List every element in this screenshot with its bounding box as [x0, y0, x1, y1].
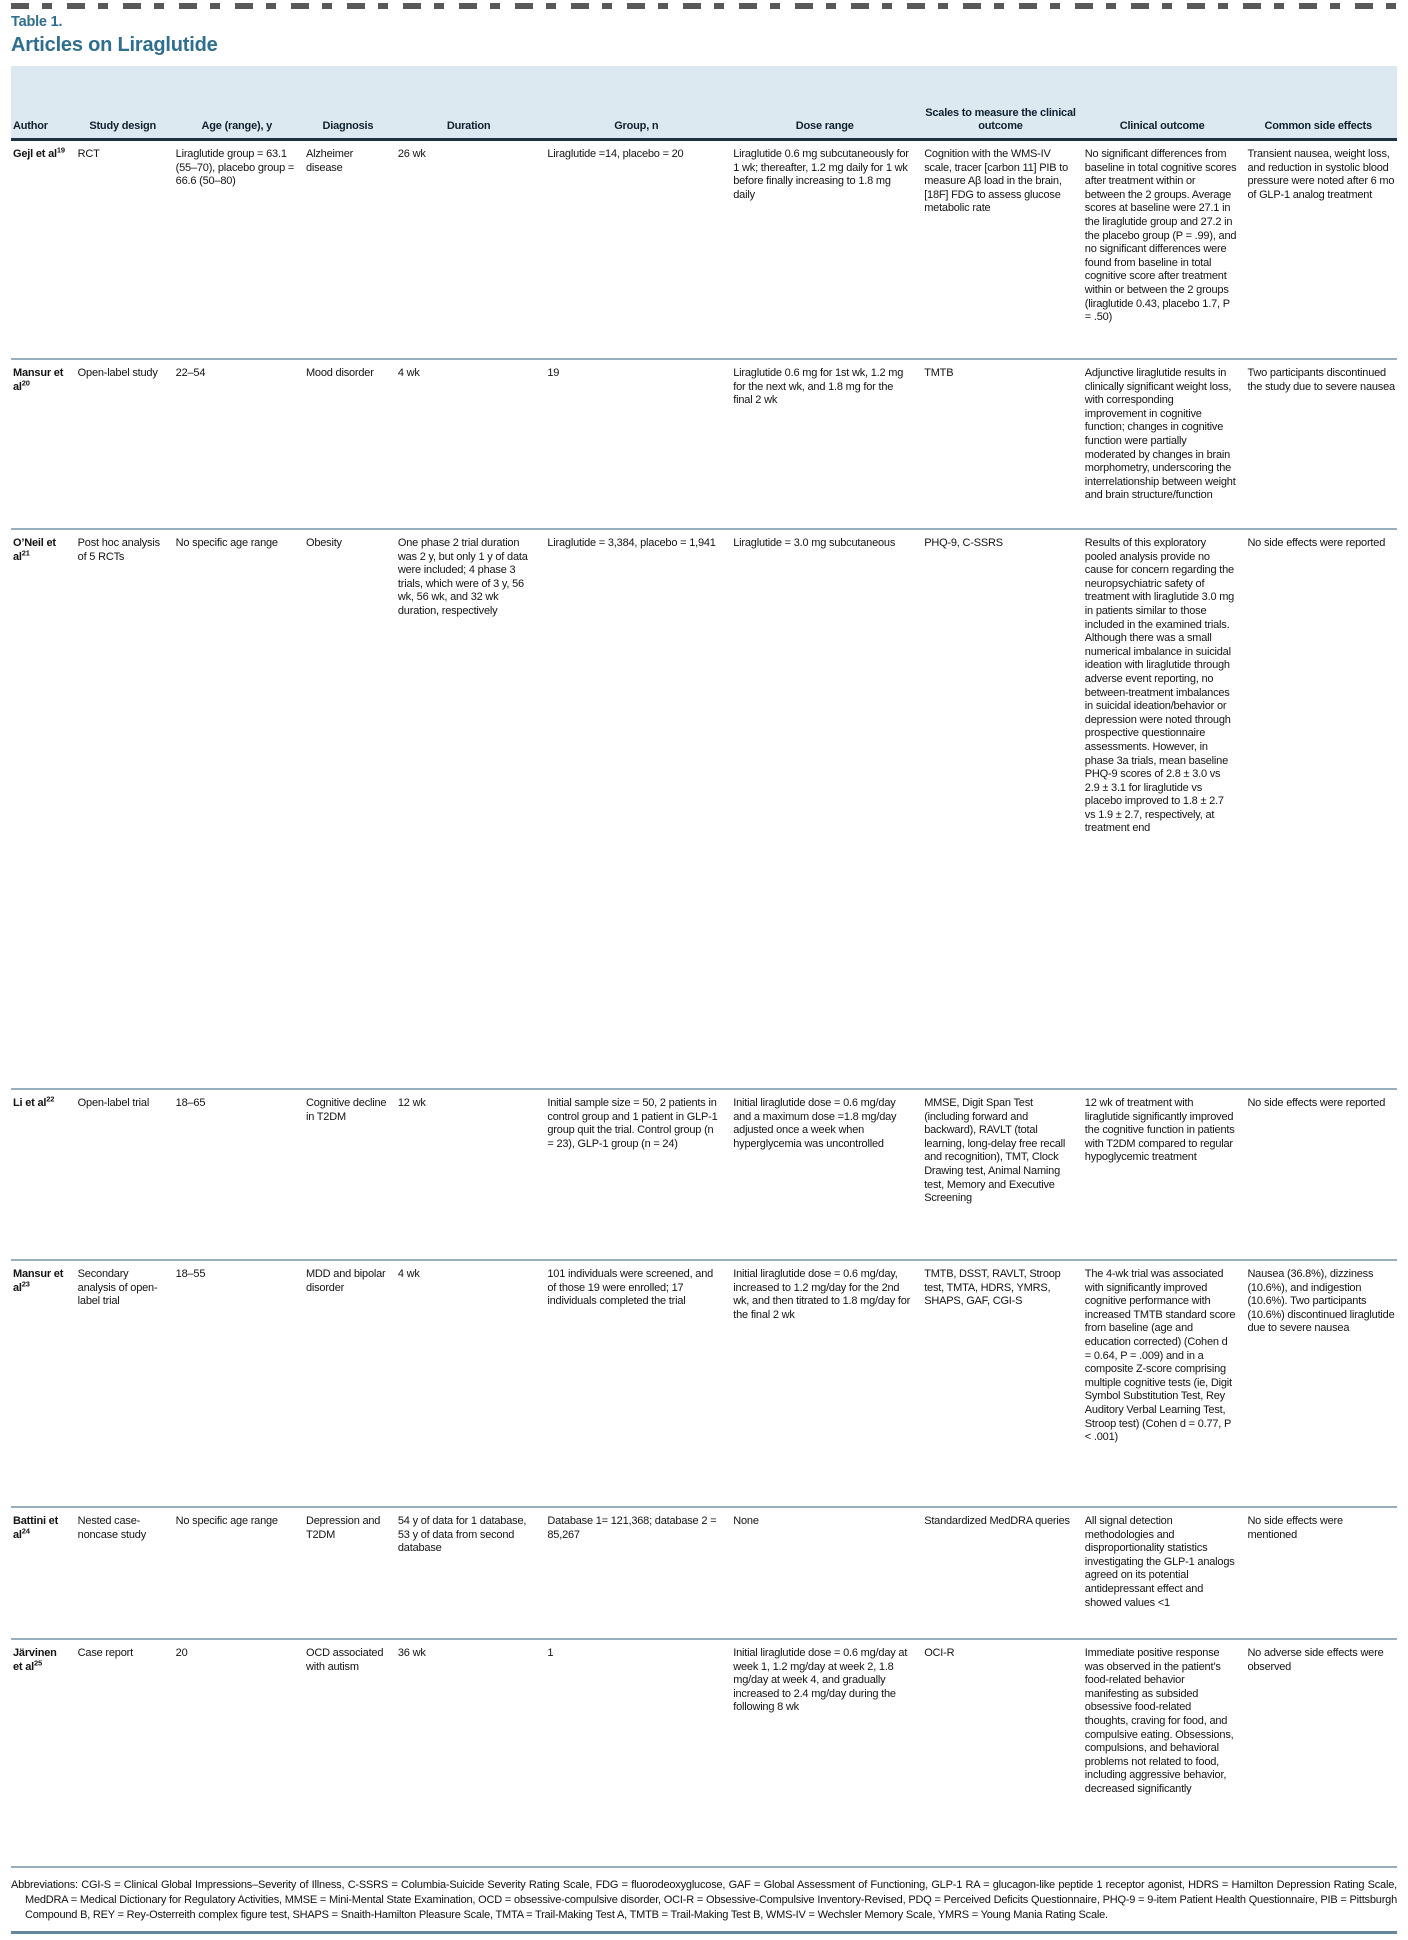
page-title: Articles on Liraglutide — [11, 34, 218, 56]
reference-superscript: 20 — [21, 377, 30, 387]
cell-duration: 4 wk — [398, 1260, 548, 1507]
cell-age-range: 18–65 — [176, 1089, 306, 1260]
cell-clinical-outcome: Adjunctive liraglutide results in clinically significant weight loss, with corresponding improvement in cognitive function; changes in cognitive function were partially moderated by changes in brain morphometry, underscoring the interrelationship between weight and brain structure/function — [1085, 359, 1248, 529]
table-row — [11, 1639, 1397, 1867]
cell-side-effects: Nausea (36.8%), dizziness (10.6%), and indigestion (10.6%). Two participants (10.6%) discontinued liraglutide due to severe nausea — [1247, 1260, 1397, 1507]
column-header-clinical-outcome: Clinical outcome — [1085, 66, 1248, 140]
author-name: O’Neil et al — [13, 537, 56, 563]
column-header-duration: Duration — [398, 66, 548, 140]
cell-diagnosis: MDD and bipolar disorder — [306, 1260, 398, 1507]
cell-side-effects: No side effects were reported — [1247, 1089, 1397, 1260]
cell-group-n: Initial sample size = 50, 2 patients in control group and 1 patient in GLP-1 group quit the trial. Control group (n = 23), GLP-1 group (n = 24) — [547, 1089, 733, 1260]
cell-age-range: 22–54 — [176, 359, 306, 529]
cell-age-range: 20 — [176, 1639, 306, 1867]
cell-group-n: Liraglutide =14, placebo = 20 — [547, 148, 684, 160]
column-header-group-n: Group, n — [547, 66, 733, 140]
cell-duration: 12 wk — [398, 1089, 548, 1260]
cell-clinical-outcome: 12 wk of treatment with liraglutide significantly improved the cognitive function in patients with T2DM compared to regular hypoglycemic treatment — [1085, 1089, 1248, 1260]
cell-dose-range: Initial liraglutide dose = 0.6 mg/day, increased to 1.2 mg/day for the 2nd wk, and then titrated to 1.8 mg/day for the final 2 wk — [733, 1260, 924, 1507]
author-name: Li et al — [13, 1097, 47, 1109]
cell-diagnosis: Alzheimer disease — [305, 148, 354, 174]
cell-author — [11, 1260, 78, 1507]
cell-group-n: Liraglutide = 3,384, placebo = 1,941 — [547, 529, 733, 1089]
table-row — [11, 1089, 1397, 1260]
cell-study-design: RCT — [77, 148, 100, 160]
column-header-age-range: Age (range), y — [176, 66, 306, 140]
cell-duration: 4 wk — [398, 359, 548, 529]
cell-study-design: Open-label study — [78, 359, 176, 529]
articles-table — [11, 66, 1397, 1868]
cell-clinical-outcome: The 4-wk trial was associated with significantly improved cognitive performance with increased TMTB standard score from baseline (age and education corrected) (Cohen d = 0.64, P = .009) and in a composite Z-score comprising multiple cognitive tests (ie, Digit Symbol Substitution Test, Rey Auditory Verbal Learning Test, Stroop test) (Cohen d = 0.77, P < .001) — [1085, 1260, 1248, 1507]
cell-dose-range: Initial liraglutide dose = 0.6 mg/day and a maximum dose =1.8 mg/day adjusted once a week when hyperglycemia was uncontrolled — [733, 1089, 924, 1260]
reference-superscript: 24 — [21, 1525, 30, 1535]
table-row — [11, 1507, 1397, 1639]
cell-clinical-outcome: Results of this exploratory pooled analysis provide no cause for concern regarding the neuropsychiatric safety of treatment with liraglutide 3.0 mg in patients similar to those included in the examined trials. Although there was a small numerical imbalance in suicidal ideation with liraglutide through adverse event reporting, no between-treatment imbalances in suicidal ideation/behavior or depression were noted through prospective questionnaire assessments. However, in phase 3a trials, mean baseline PHQ-9 scores of 2.8 ± 3.0 vs 2.9 ± 3.1 for liraglutide vs placebo improved to 1.8 ± 2.7 vs 1.9 ± 2.7, respectively, at treatment end — [1085, 529, 1248, 1089]
cell-side-effects: No adverse side effects were observed — [1247, 1639, 1397, 1867]
column-header-author: Author — [11, 66, 78, 140]
cell-group-n: 1 — [547, 1639, 733, 1867]
cell-group-n: 19 — [547, 359, 733, 529]
cell-age-range: Liraglutide group = 63.1 (55–70), placebo group = 66.6 (50–80) — [175, 148, 295, 188]
cell-age-range: 18–55 — [176, 1260, 306, 1507]
cell-diagnosis: OCD associated with autism — [306, 1639, 398, 1867]
cell-author — [11, 140, 78, 360]
cell-study-design: Case report — [78, 1639, 176, 1867]
cell-study-design: Nested case-noncase study — [78, 1507, 176, 1639]
cell-scales: OCI-R — [924, 1639, 1085, 1867]
column-header-scales: Scales to measure the clinical outcome — [924, 66, 1085, 140]
author-name: Mansur et al — [13, 1268, 64, 1294]
cell-dose-range: Initial liraglutide dose = 0.6 mg/day at week 1, 1.2 mg/day at week 2, 1.8 mg/day at week 4, and gradually increased to 2.4 mg/day during the following 8 wk — [733, 1639, 924, 1867]
author-name: Gejl et al — [13, 148, 57, 160]
cell-duration: 54 y of data for 1 database, 53 y of data from second database — [398, 1507, 548, 1639]
table-row — [11, 529, 1397, 1089]
cell-study-design: Post hoc analysis of 5 RCTs — [78, 529, 176, 1089]
cell-diagnosis: Cognitive decline in T2DM — [306, 1089, 398, 1260]
cell-scales: PHQ-9, C-SSRS — [924, 529, 1085, 1089]
cell-study-design: Secondary analysis of open-label trial — [78, 1260, 176, 1507]
cell-study-design: Open-label trial — [78, 1089, 176, 1260]
header-row — [11, 66, 1397, 140]
table-label: Table 1. — [11, 14, 63, 30]
cell-duration: One phase 2 trial duration was 2 y, but only 1 y of data were included; 4 phase 3 trials, which were of 3 y, 56 wk, 56 wk, and 32 wk duration, respectively — [398, 529, 548, 1089]
reference-superscript: 23 — [21, 1278, 30, 1288]
cell-author — [11, 529, 78, 1089]
cell-dose-range: Liraglutide 0.6 mg subcutaneously for 1 wk; thereafter, 1.2 mg daily for 1 wk before finally increasing to 1.8 mg daily — [733, 148, 909, 201]
cell-scales: MMSE, Digit Span Test (including forward and backward), RAVLT (total learning, long-delay free recall and recognition), TMT, Clock Drawing test, Animal Naming test, Memory and Executive Screening — [924, 1089, 1085, 1260]
cell-diagnosis: Obesity — [306, 529, 398, 1089]
table-row — [11, 1260, 1397, 1507]
author-name: Järvinen et al — [13, 1647, 57, 1673]
cell-clinical-outcome: No significant differences from baseline in total cognitive scores after treatment within or between the 2 groups. Average scores at baseline were 27.1 in the liraglutide group and 27.2 in the placebo group (P = .99), and no significant differences were found from baseline in total cognitive score after treatment within or between the 2 groups (liraglutide 0.43, placebo 1.7, P = .50) — [1084, 148, 1237, 324]
reference-superscript: 22 — [46, 1094, 55, 1104]
table-row — [11, 140, 1397, 360]
cell-duration: 26 wk — [397, 148, 426, 160]
cell-clinical-outcome: Immediate positive response was observed in the patient’s food-related behavior manifesting as subsided obsessive food-related thoughts, craving for food, and compulsive eating. Obsessions, compulsions, and behavioral problems not related to food, including aggressive behavior, decreased significantly — [1085, 1639, 1248, 1867]
column-header-side-effects: Common side effects — [1247, 66, 1397, 140]
author-name: Battini et al — [13, 1515, 59, 1541]
cell-scales: TMTB, DSST, RAVLT, Stroop test, TMTA, HDRS, YMRS, SHAPS, GAF, CGI-S — [924, 1260, 1085, 1507]
cell-side-effects: Transient nausea, weight loss, and reduction in systolic blood pressure were noted after 6 mo of GLP-1 analog treatment — [1247, 148, 1395, 201]
abbreviations-note: Abbreviations: CGI-S = Clinical Global Impressions–Severity of Illness, C-SSRS = Columbia-Suicide Severity Rating Scale, FDG = fluorodeoxyglucose, GAF = Global Assessment of Functioning, GLP-1 RA = glucagon-like peptide 1 receptor agonist, HDRS = Hamilton Depression Rating Scale, MedDRA = Medical Dictionary for Regulatory Activities, MMSE = Mini-Mental State Examination, OCD = obsessive-compulsive disorder, OCI-R = Obsessive-Compulsive Inventory-Revised, PDQ = Perceived Deficits Questionnaire, PHQ-9 = 9-item Patient Health Questionnaire, PIB = Pittsburgh Compound B, REY = Rey-Osterreith complex figure test, SHAPS = Snaith-Hamilton Pleasure Scale, TMTA = Trail-Making Test A, TMTB = Trail-Making Test B, WMS-IV = Wechsler Memory Scale, YMRS = Young Mania Rating Scale. — [11, 1879, 1397, 1921]
cell-author — [11, 1639, 78, 1867]
reference-superscript: 19 — [56, 145, 65, 155]
cell-author — [11, 1089, 78, 1260]
cell-dose-range: None — [733, 1507, 924, 1639]
column-header-study-design: Study design — [78, 66, 176, 140]
cell-author — [11, 359, 78, 529]
reference-superscript: 21 — [21, 547, 30, 557]
cell-age-range: No specific age range — [176, 529, 306, 1089]
cell-diagnosis: Depression and T2DM — [306, 1507, 398, 1639]
cell-author — [11, 1507, 78, 1639]
cell-side-effects: No side effects were mentioned — [1247, 1507, 1397, 1639]
cell-duration: 36 wk — [398, 1639, 548, 1867]
cell-side-effects: Two participants discontinued the study due to severe nausea — [1247, 359, 1397, 529]
cell-age-range: No specific age range — [176, 1507, 306, 1639]
cell-scales: Standardized MedDRA queries — [924, 1507, 1085, 1639]
column-header-diagnosis: Diagnosis — [306, 66, 398, 140]
reference-superscript: 25 — [34, 1657, 42, 1667]
cell-group-n: 101 individuals were screened, and of those 19 were enrolled; 17 individuals completed the trial — [547, 1260, 733, 1507]
author-name: Mansur et al — [13, 367, 64, 393]
cell-group-n: Database 1= 121,368; database 2 = 85,267 — [547, 1507, 733, 1639]
cell-side-effects: No side effects were reported — [1247, 529, 1397, 1089]
column-header-dose-range: Dose range — [733, 66, 924, 140]
cell-clinical-outcome: All signal detection methodologies and disproportionality statistics investigating the GLP-1 analogs agreed on its potential antidepressant effect and showed values <1 — [1085, 1507, 1248, 1639]
cell-dose-range: Liraglutide = 3.0 mg subcutaneous — [733, 529, 924, 1089]
cell-scales: Cognition with the WMS-IV scale, tracer [carbon 11] PIB to measure Aβ load in the brain, [18F] FDG to assess glucose metabolic rate — [924, 148, 1068, 215]
table-row — [11, 359, 1397, 529]
cell-diagnosis: Mood disorder — [306, 359, 398, 529]
cell-dose-range: Liraglutide 0.6 mg for 1st wk, 1.2 mg for the next wk, and 1.8 mg for the final 2 wk — [733, 359, 924, 529]
bottom-rule — [11, 1931, 1397, 1934]
cell-scales: TMTB — [924, 359, 1085, 529]
torn-edge-artifact — [11, 3, 1397, 9]
